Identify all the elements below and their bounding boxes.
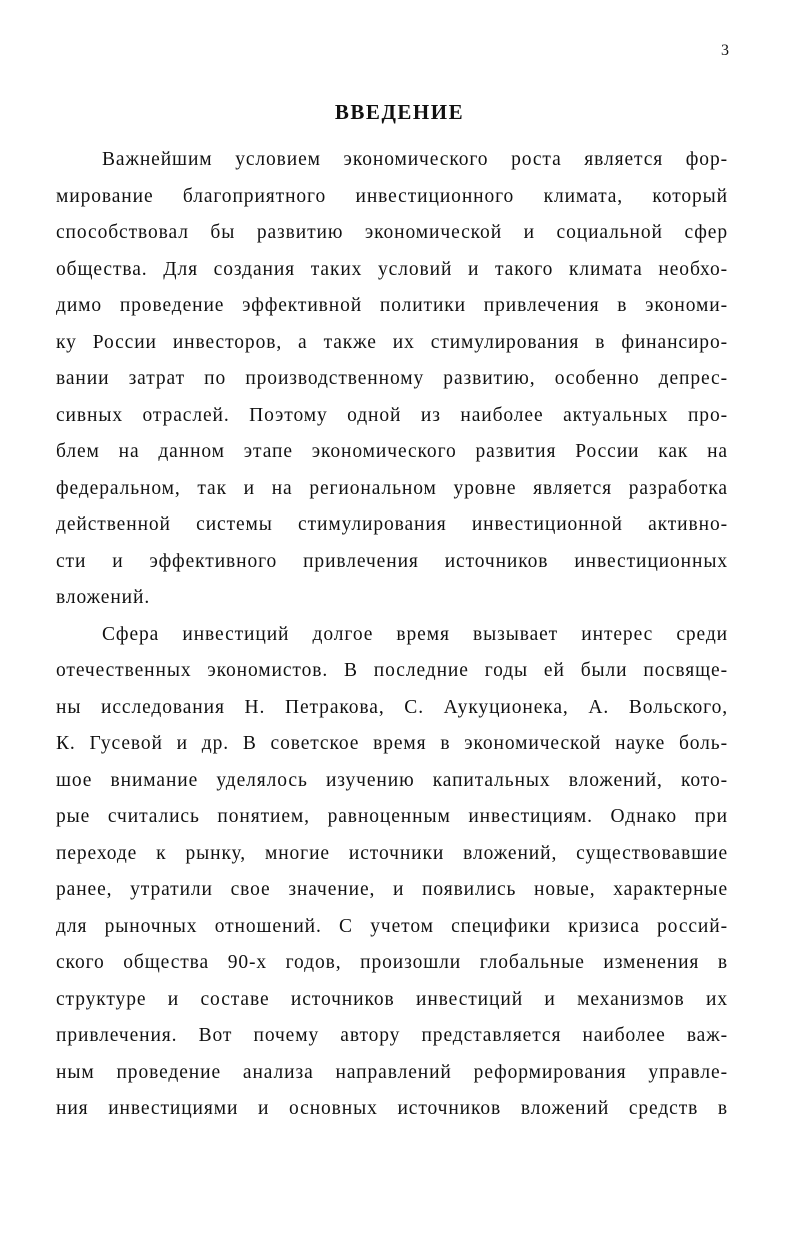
text-line: ранее, утратили свое значение, и появились новые, характерные [56,879,728,900]
text-line: рые считались понятием, равноценным инвестициям. Однако при [56,806,728,827]
text-line: сивных отраслей. Поэтому одной из наиболее актуальных про- [56,404,728,426]
paragraph-1 [56,142,728,617]
text-line: действенной системы стимулирования инвестиционной активно- [56,514,728,535]
text-line: ны исследования Н. Петракова, С. Аукуционека, А. Вольского, [56,696,728,718]
text-line: переходе к рынку, многие источники вложений, существовавшие [56,842,728,864]
text-line: федеральном, так и на региональном уровне является разработка [56,477,728,499]
text-line: мирование благоприятного инвестиционного климата, который [56,185,728,207]
text-line: способствовал бы развитию экономической и социальной сфер [56,222,728,243]
text-line: общества. Для создания таких условий и такого климата необхо- [56,258,728,280]
text-line: К. Гусевой и др. В советское время в экономической науке боль- [56,733,728,754]
text-line: ным проведение анализа направлений реформирования управле- [56,1061,728,1083]
page-number: 3 [721,42,729,59]
text-line: ку России инвесторов, а также их стимулирования в финансиро- [56,331,728,353]
text-line: для рыночных отношений. С учетом специфики кризиса россий- [56,915,728,937]
text-line: сти и эффективного привлечения источников инвестиционных [56,550,728,572]
text-line: Важнейшим условием экономического роста является фор- [102,149,728,170]
text-line: вложений. [56,587,151,608]
text-line: ния инвестициями и основных источников вложений средств в [56,1098,728,1119]
text-line: шое внимание уделялось изучению капитальных вложений, кото- [56,769,728,791]
text-line: привлечения. Вот почему автору представляется наиболее важ- [56,1025,728,1046]
text-line: Сфера инвестиций долгое время вызывает интерес среди [102,623,728,645]
text-line: структуре и составе источников инвестиций и механизмов их [56,988,728,1010]
text-line: вании затрат по производственному развитию, особенно депрес- [56,368,728,389]
text-line: блем на данном этапе экономического развития России как на [56,441,728,462]
paragraph-2 [56,617,728,1128]
document-body [56,142,728,1128]
text-line: отечественных экономистов. В последние годы ей были посвяще- [56,660,728,681]
text-line: димо проведение эффективной политики привлечения в экономи- [56,295,728,316]
text-line: ского общества 90-х годов, произошли глобальные изменения в [56,952,728,973]
page-title: ВВЕДЕНИЕ [334,100,465,124]
